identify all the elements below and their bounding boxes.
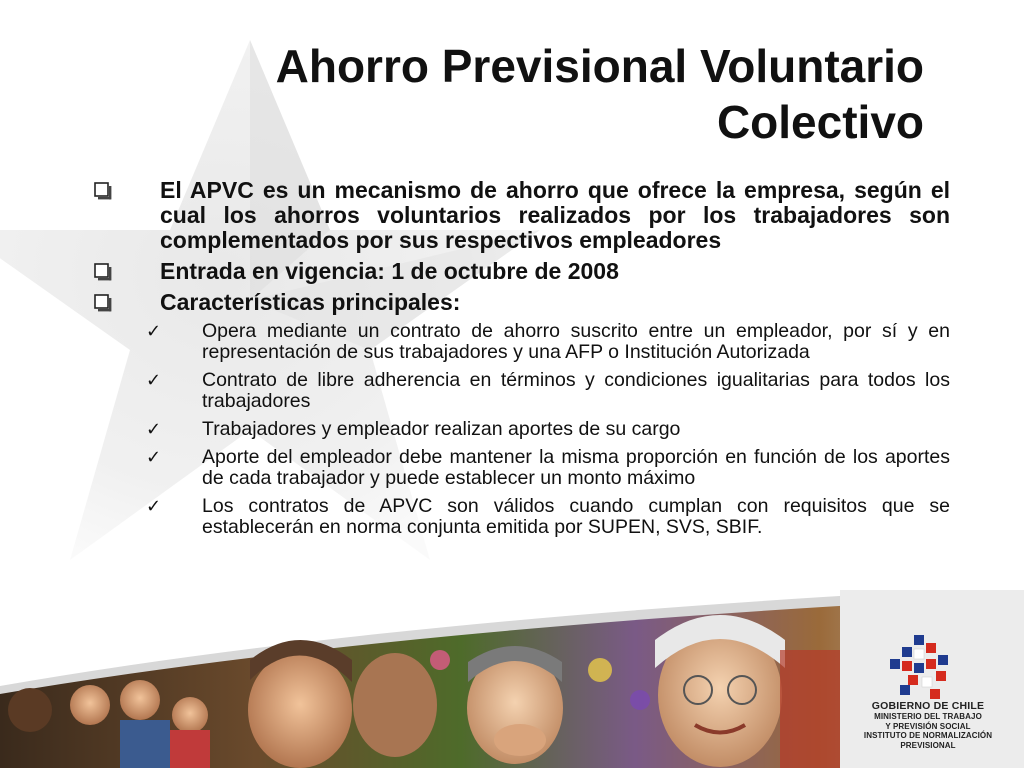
subbullet-item <box>140 370 950 412</box>
checkbox-square-icon <box>94 294 112 312</box>
logo-line-2: MINISTERIO DEL TRABAJO <box>874 712 982 721</box>
subbullet-text: Contrato de libre adherencia en términos y condiciones igualitarias para todos los trabajadores <box>202 369 950 412</box>
checkmark-icon: ✓ <box>146 447 162 468</box>
logo-line-4: INSTITUTO DE NORMALIZACIÓN <box>863 731 993 740</box>
bullet-item <box>92 178 950 253</box>
subbullet-item <box>140 321 950 363</box>
bullet-text: El APVC es un mecanismo de ahorro que ofrece la empresa, según el cual los ahorros voluntarios realizados por los trabajadores son complementados por sus respectivos empleadores <box>160 177 950 253</box>
subbullet-text: Opera mediante un contrato de ahorro suscrito entre un empleador, por sí y en representación de sus trabajadores y una AFP o Institución Autorizada <box>202 320 950 363</box>
checkbox-square-icon <box>94 182 112 200</box>
slide-body <box>92 178 950 545</box>
subbullet-item <box>140 447 950 489</box>
subbullet-text: Aporte del empleador debe mantener la misma proporción en función de los aportes de cada trabajador y puede establecer un monto máximo <box>202 446 950 489</box>
logo-line-1: GOBIERNO DE CHILE <box>871 700 985 712</box>
checkbox-square-icon <box>94 263 112 281</box>
subbullet-item <box>140 419 950 440</box>
title-line-1: Ahorro Previsional Voluntario <box>275 40 924 92</box>
bullet-text: Entrada en vigencia: 1 de octubre de 2008 <box>160 258 619 284</box>
subbullet-item <box>140 496 950 538</box>
checkmark-icon: ✓ <box>146 370 162 391</box>
checkmark-icon: ✓ <box>146 419 162 440</box>
subbullet-text: Los contratos de APVC son válidos cuando cumplan con requisitos que se establecerán en norma conjunta emitida por SUPEN, SVS, SBIF. <box>202 495 950 538</box>
checkmark-icon: ✓ <box>146 496 162 517</box>
title-line-2: Colectivo <box>716 96 924 148</box>
slide-title <box>164 38 924 150</box>
logo-line-3: Y PREVISIÓN SOCIAL <box>885 721 971 731</box>
bullet-item <box>92 259 950 284</box>
checkmark-icon: ✓ <box>146 321 162 342</box>
bullet-text: Características principales: <box>160 289 461 315</box>
subbullet-text: Trabajadores y empleador realizan aportes de su cargo <box>202 418 681 440</box>
bullet-item <box>92 290 950 315</box>
logo-text <box>848 700 1008 750</box>
logo-line-5: PREVISIONAL <box>900 740 956 750</box>
